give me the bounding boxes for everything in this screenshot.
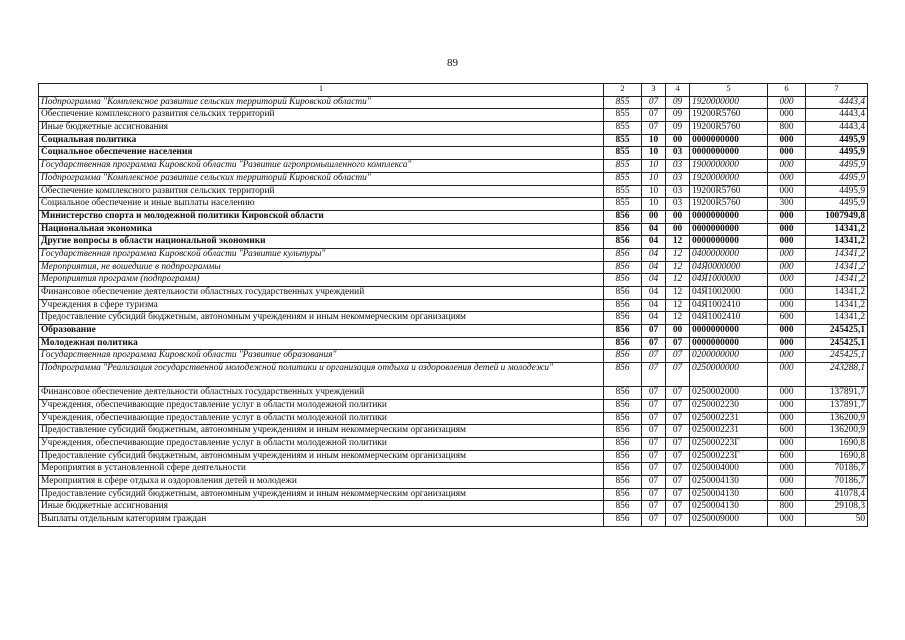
table-row	[39, 299, 868, 312]
cell-name: Предоставление субсидий бюджетным, автономным учреждениям и иным некоммерческим организациям	[39, 450, 604, 463]
cell-target-article: 0250004000	[690, 463, 768, 476]
cell-target-article: 0250002000	[690, 387, 768, 400]
table-row	[39, 185, 868, 198]
cell-expense-type: 000	[768, 514, 806, 527]
cell-ministry-code: 855	[604, 96, 642, 109]
cell-section: 07	[642, 463, 666, 476]
cell-amount: 14341,2	[806, 274, 868, 287]
cell-section: 10	[642, 172, 666, 185]
cell-expense-type: 000	[768, 274, 806, 287]
table-row	[39, 325, 868, 338]
cell-subsection: 12	[666, 299, 690, 312]
table-row	[39, 412, 868, 425]
cell-subsection: 07	[666, 337, 690, 350]
cell-subsection: 12	[666, 236, 690, 249]
cell-target-article: 0200000000	[690, 350, 768, 363]
cell-subsection: 07	[666, 412, 690, 425]
cell-subsection: 03	[666, 198, 690, 211]
table-row	[39, 96, 868, 109]
cell-name: Предоставление субсидий бюджетным, автономным учреждениям и иным некоммерческим организациям	[39, 425, 604, 438]
cell-target-article: 04Я1002410	[690, 312, 768, 325]
cell-expense-type: 600	[768, 312, 806, 325]
cell-expense-type: 000	[768, 147, 806, 160]
cell-expense-type: 000	[768, 236, 806, 249]
header-col-6: 6	[768, 84, 806, 97]
cell-ministry-code: 856	[604, 450, 642, 463]
cell-amount: 137891,7	[806, 399, 868, 412]
cell-subsection: 07	[666, 501, 690, 514]
cell-section: 10	[642, 147, 666, 160]
cell-section: 00	[642, 210, 666, 223]
cell-name: Государственная программа Кировской области "Развитие культуры"	[39, 248, 604, 261]
cell-name: Обеспечение комплексного развития сельских территорий	[39, 109, 604, 122]
cell-name: Мероприятия, не вошедшие в подпрограммы	[39, 261, 604, 274]
cell-ministry-code: 856	[604, 210, 642, 223]
cell-ministry-code: 856	[604, 312, 642, 325]
cell-amount: 1007949,8	[806, 210, 868, 223]
cell-amount: 4495,9	[806, 147, 868, 160]
cell-subsection: 00	[666, 325, 690, 338]
cell-ministry-code: 856	[604, 287, 642, 300]
cell-name: Национальная экономика	[39, 223, 604, 236]
cell-name: Мероприятия в сфере отдыха и оздоровления детей и молодежи	[39, 475, 604, 488]
cell-name: Мероприятия программ (подпрограмм)	[39, 274, 604, 287]
cell-expense-type: 000	[768, 299, 806, 312]
cell-expense-type: 000	[768, 463, 806, 476]
cell-subsection: 03	[666, 172, 690, 185]
cell-amount: 70186,7	[806, 463, 868, 476]
table-row	[39, 514, 868, 527]
cell-target-article: 0250009000	[690, 514, 768, 527]
cell-section: 07	[642, 350, 666, 363]
cell-subsection: 07	[666, 488, 690, 501]
cell-section: 07	[642, 488, 666, 501]
cell-expense-type: 600	[768, 450, 806, 463]
cell-expense-type: 000	[768, 399, 806, 412]
cell-name: Учреждения в сфере туризма	[39, 299, 604, 312]
table-row	[39, 122, 868, 135]
header-col-4: 4	[666, 84, 690, 97]
cell-section: 04	[642, 236, 666, 249]
table-row	[39, 501, 868, 514]
cell-expense-type: 000	[768, 475, 806, 488]
cell-expense-type: 000	[768, 412, 806, 425]
table-row	[39, 437, 868, 450]
cell-section: 07	[642, 450, 666, 463]
cell-ministry-code: 855	[604, 134, 642, 147]
cell-ministry-code: 855	[604, 185, 642, 198]
cell-amount: 1690,8	[806, 450, 868, 463]
cell-expense-type: 000	[768, 350, 806, 363]
cell-name: Выплаты отдельным категориям граждан	[39, 514, 604, 527]
cell-amount: 70186,7	[806, 475, 868, 488]
cell-target-article: 0250002231	[690, 412, 768, 425]
cell-name: Предоставление субсидий бюджетным, автономным учреждениям и иным некоммерческим организациям	[39, 488, 604, 501]
cell-expense-type: 000	[768, 109, 806, 122]
cell-subsection: 12	[666, 274, 690, 287]
cell-section: 04	[642, 248, 666, 261]
cell-section: 07	[642, 514, 666, 527]
header-col-2: 2	[604, 84, 642, 97]
table-row	[39, 160, 868, 173]
cell-expense-type: 000	[768, 287, 806, 300]
cell-expense-type: 000	[768, 363, 806, 387]
cell-section: 07	[642, 363, 666, 387]
cell-expense-type: 000	[768, 261, 806, 274]
table-row	[39, 463, 868, 476]
cell-section: 07	[642, 425, 666, 438]
cell-expense-type: 000	[768, 172, 806, 185]
table-row	[39, 109, 868, 122]
cell-name: Социальная политика	[39, 134, 604, 147]
cell-name: Иные бюджетные ассигнования	[39, 501, 604, 514]
cell-subsection: 09	[666, 122, 690, 135]
cell-amount: 14341,2	[806, 312, 868, 325]
cell-target-article: 04Я1000000	[690, 274, 768, 287]
cell-expense-type: 600	[768, 425, 806, 438]
table-row	[39, 261, 868, 274]
cell-name: Социальное обеспечение населения	[39, 147, 604, 160]
table-header	[39, 84, 868, 97]
cell-target-article: 0000000000	[690, 134, 768, 147]
cell-subsection: 09	[666, 109, 690, 122]
cell-ministry-code: 856	[604, 325, 642, 338]
cell-target-article: 0250002231	[690, 425, 768, 438]
cell-subsection: 12	[666, 261, 690, 274]
cell-section: 07	[642, 387, 666, 400]
cell-target-article: 1920000000	[690, 172, 768, 185]
cell-target-article: 19200R5760	[690, 198, 768, 211]
cell-expense-type: 800	[768, 122, 806, 135]
table-row	[39, 450, 868, 463]
cell-ministry-code: 856	[604, 463, 642, 476]
table-row	[39, 147, 868, 160]
cell-ministry-code: 856	[604, 399, 642, 412]
cell-ministry-code: 855	[604, 198, 642, 211]
cell-target-article: 19200R5760	[690, 122, 768, 135]
cell-expense-type: 000	[768, 437, 806, 450]
cell-expense-type: 000	[768, 134, 806, 147]
cell-section: 07	[642, 325, 666, 338]
cell-expense-type: 000	[768, 248, 806, 261]
cell-subsection: 03	[666, 147, 690, 160]
table-row	[39, 488, 868, 501]
cell-ministry-code: 856	[604, 248, 642, 261]
cell-target-article: 025000223Г	[690, 450, 768, 463]
cell-subsection: 09	[666, 96, 690, 109]
cell-amount: 14341,2	[806, 223, 868, 236]
cell-ministry-code: 856	[604, 412, 642, 425]
cell-name: Учреждения, обеспечивающие предоставление услуг в области молодежной политики	[39, 412, 604, 425]
table-row	[39, 287, 868, 300]
cell-target-article: 04Я1002000	[690, 287, 768, 300]
cell-section: 10	[642, 185, 666, 198]
cell-target-article: 0000000000	[690, 223, 768, 236]
cell-name: Подпрограмма "Комплексное развитие сельских территорий Кировской области"	[39, 172, 604, 185]
cell-amount: 1690,8	[806, 437, 868, 450]
table-row	[39, 248, 868, 261]
table-row	[39, 425, 868, 438]
cell-subsection: 00	[666, 223, 690, 236]
cell-subsection: 03	[666, 160, 690, 173]
cell-name: Финансовое обеспечение деятельности областных государственных учреждений	[39, 387, 604, 400]
cell-ministry-code: 856	[604, 425, 642, 438]
cell-expense-type: 000	[768, 325, 806, 338]
cell-subsection: 12	[666, 287, 690, 300]
cell-amount: 29108,3	[806, 501, 868, 514]
cell-section: 10	[642, 160, 666, 173]
cell-subsection: 07	[666, 437, 690, 450]
cell-amount: 136200,9	[806, 412, 868, 425]
cell-name: Другие вопросы в области национальной экономики	[39, 236, 604, 249]
cell-section: 04	[642, 274, 666, 287]
cell-target-article: 0250004130	[690, 501, 768, 514]
cell-ministry-code: 856	[604, 350, 642, 363]
header-col-1: 1	[39, 84, 604, 97]
cell-amount: 50	[806, 514, 868, 527]
cell-section: 07	[642, 337, 666, 350]
header-col-3: 3	[642, 84, 666, 97]
cell-ministry-code: 856	[604, 236, 642, 249]
table-row	[39, 223, 868, 236]
cell-section: 07	[642, 109, 666, 122]
cell-ministry-code: 855	[604, 172, 642, 185]
table-body	[39, 96, 868, 526]
table-row	[39, 172, 868, 185]
cell-subsection: 00	[666, 210, 690, 223]
cell-amount: 14341,2	[806, 287, 868, 300]
cell-section: 04	[642, 299, 666, 312]
cell-amount: 137891,7	[806, 387, 868, 400]
page-number: 89	[447, 57, 458, 69]
header-col-7: 7	[806, 84, 868, 97]
cell-name: Социальное обеспечение и иные выплаты населению	[39, 198, 604, 211]
cell-section: 07	[642, 437, 666, 450]
cell-name: Иные бюджетные ассигнования	[39, 122, 604, 135]
header-col-5: 5	[690, 84, 768, 97]
cell-ministry-code: 856	[604, 337, 642, 350]
cell-target-article: 0250004130	[690, 475, 768, 488]
cell-subsection: 07	[666, 450, 690, 463]
cell-target-article: 0000000000	[690, 236, 768, 249]
cell-target-article: 19200R5760	[690, 109, 768, 122]
cell-section: 10	[642, 134, 666, 147]
cell-ministry-code: 856	[604, 363, 642, 387]
cell-section: 07	[642, 501, 666, 514]
cell-section: 07	[642, 412, 666, 425]
cell-ministry-code: 856	[604, 488, 642, 501]
cell-subsection: 07	[666, 425, 690, 438]
cell-name: Учреждения, обеспечивающие предоставление услуг в области молодежной политики	[39, 399, 604, 412]
cell-subsection: 07	[666, 399, 690, 412]
table-row	[39, 399, 868, 412]
cell-section: 04	[642, 223, 666, 236]
cell-name: Финансовое обеспечение деятельности областных государственных учреждений	[39, 287, 604, 300]
cell-subsection: 07	[666, 387, 690, 400]
table-row	[39, 134, 868, 147]
table-row	[39, 210, 868, 223]
cell-amount: 4495,9	[806, 185, 868, 198]
cell-target-article: 0000000000	[690, 147, 768, 160]
cell-ministry-code: 856	[604, 261, 642, 274]
cell-subsection: 07	[666, 363, 690, 387]
cell-target-article: 04Я1002410	[690, 299, 768, 312]
table-row	[39, 236, 868, 249]
cell-ministry-code: 855	[604, 160, 642, 173]
cell-target-article: 0000000000	[690, 210, 768, 223]
cell-section: 07	[642, 96, 666, 109]
cell-amount: 4443,4	[806, 122, 868, 135]
budget-table	[38, 83, 868, 527]
cell-name: Подпрограмма "Реализация государственной молодежной политики и организация отдыха и оздоровления детей и молодежи"	[39, 363, 604, 387]
cell-expense-type: 000	[768, 387, 806, 400]
cell-ministry-code: 855	[604, 109, 642, 122]
cell-subsection: 12	[666, 248, 690, 261]
cell-target-article: 1920000000	[690, 96, 768, 109]
cell-ministry-code: 856	[604, 223, 642, 236]
cell-subsection: 12	[666, 312, 690, 325]
cell-amount: 245425,1	[806, 350, 868, 363]
cell-ministry-code: 856	[604, 299, 642, 312]
cell-target-article: 1900000000	[690, 160, 768, 173]
cell-target-article: 04Я0000000	[690, 261, 768, 274]
cell-target-article: 19200R5760	[690, 185, 768, 198]
cell-subsection: 03	[666, 185, 690, 198]
cell-amount: 14341,2	[806, 236, 868, 249]
table-row	[39, 312, 868, 325]
cell-expense-type: 000	[768, 185, 806, 198]
cell-amount: 4495,9	[806, 160, 868, 173]
cell-amount: 245425,1	[806, 325, 868, 338]
table-row	[39, 198, 868, 211]
cell-subsection: 07	[666, 514, 690, 527]
cell-amount: 243288,1	[806, 363, 868, 387]
cell-section: 04	[642, 312, 666, 325]
cell-expense-type: 000	[768, 210, 806, 223]
cell-amount: 4495,9	[806, 172, 868, 185]
cell-ministry-code: 856	[604, 501, 642, 514]
cell-expense-type: 800	[768, 501, 806, 514]
cell-name: Предоставление субсидий бюджетным, автономным учреждениям и иным некоммерческим организациям	[39, 312, 604, 325]
cell-target-article: 0250004130	[690, 488, 768, 501]
cell-ministry-code: 856	[604, 514, 642, 527]
cell-name: Министерство спорта и молодежной политики Кировской области	[39, 210, 604, 223]
cell-subsection: 07	[666, 463, 690, 476]
cell-name: Мероприятия в установленной сфере деятельности	[39, 463, 604, 476]
table-row	[39, 337, 868, 350]
table-row	[39, 274, 868, 287]
cell-target-article: 0250002230	[690, 399, 768, 412]
cell-section: 07	[642, 399, 666, 412]
cell-expense-type: 000	[768, 223, 806, 236]
cell-section: 04	[642, 287, 666, 300]
cell-amount: 136200,9	[806, 425, 868, 438]
cell-ministry-code: 856	[604, 387, 642, 400]
cell-amount: 4443,4	[806, 96, 868, 109]
cell-amount: 4495,9	[806, 198, 868, 211]
cell-amount: 4495,9	[806, 134, 868, 147]
cell-expense-type: 300	[768, 198, 806, 211]
cell-ministry-code: 856	[604, 475, 642, 488]
cell-section: 04	[642, 261, 666, 274]
cell-expense-type: 600	[768, 488, 806, 501]
cell-ministry-code: 855	[604, 147, 642, 160]
cell-name: Государственная программа Кировской области "Развитие агропромышленного комплекса"	[39, 160, 604, 173]
cell-name: Обеспечение комплексного развития сельских территорий	[39, 185, 604, 198]
cell-subsection: 07	[666, 350, 690, 363]
cell-amount: 14341,2	[806, 248, 868, 261]
cell-expense-type: 000	[768, 337, 806, 350]
cell-ministry-code: 856	[604, 437, 642, 450]
cell-name: Государственная программа Кировской области "Развитие образования"	[39, 350, 604, 363]
cell-ministry-code: 855	[604, 122, 642, 135]
cell-amount: 41078,4	[806, 488, 868, 501]
table-row	[39, 387, 868, 400]
cell-ministry-code: 856	[604, 274, 642, 287]
cell-name: Образование	[39, 325, 604, 338]
cell-section: 07	[642, 122, 666, 135]
cell-subsection: 07	[666, 475, 690, 488]
table-row	[39, 475, 868, 488]
cell-name: Подпрограмма "Комплексное развитие сельских территорий Кировской области"	[39, 96, 604, 109]
cell-expense-type: 000	[768, 96, 806, 109]
cell-target-article: 0000000000	[690, 337, 768, 350]
cell-amount: 14341,2	[806, 261, 868, 274]
cell-amount: 14341,2	[806, 299, 868, 312]
cell-target-article: 0400000000	[690, 248, 768, 261]
cell-section: 07	[642, 475, 666, 488]
cell-target-article: 0250000000	[690, 363, 768, 387]
table-row	[39, 363, 868, 387]
cell-name: Молодежная политика	[39, 337, 604, 350]
table-row	[39, 350, 868, 363]
cell-target-article: 025000223Г	[690, 437, 768, 450]
cell-amount: 245425,1	[806, 337, 868, 350]
cell-expense-type: 000	[768, 160, 806, 173]
cell-target-article: 0000000000	[690, 325, 768, 338]
cell-name: Учреждения, обеспечивающие предоставление услуг в области молодежной политики	[39, 437, 604, 450]
cell-amount: 4443,4	[806, 109, 868, 122]
cell-section: 10	[642, 198, 666, 211]
cell-subsection: 00	[666, 134, 690, 147]
